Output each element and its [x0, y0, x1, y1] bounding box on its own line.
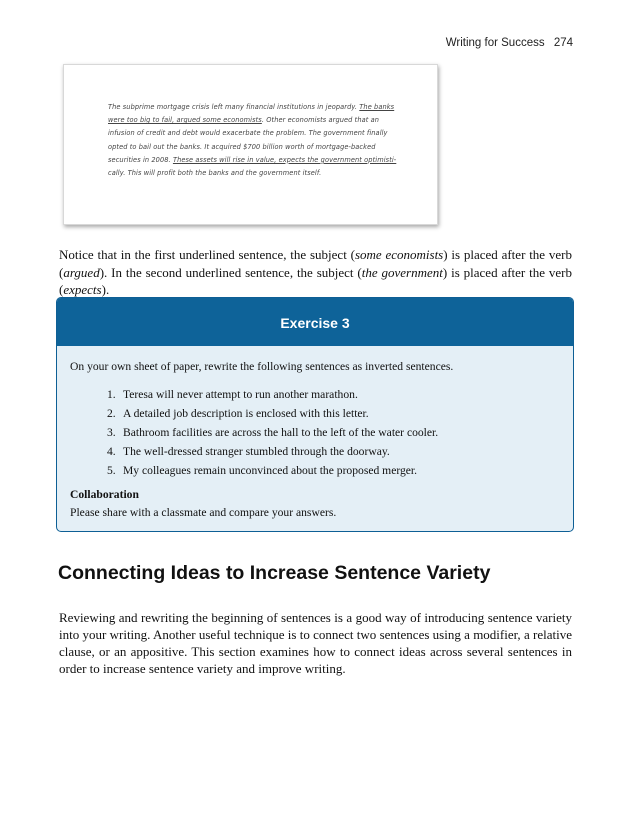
paragraph-text: ) is placed after the verb (	[59, 264, 572, 297]
handwritten-line	[108, 101, 398, 114]
emphasis-text: expects	[63, 282, 102, 297]
exercise-title: Exercise 3	[57, 298, 573, 346]
handwritten-line	[108, 127, 398, 140]
section-paragraph: Reviewing and rewriting the beginning of sentences is a good way of introducing sentence variety into your writing. Another useful technique is to connect two sentences using a modifier, a relative clause, or an appositive. This section examines how to connect ideas across several sentences in order to increase sentence variety and improve writing.	[59, 610, 572, 676]
emphasis-text: some economists	[354, 247, 444, 262]
list-item	[107, 423, 560, 442]
exercise-box	[56, 297, 574, 532]
collaboration-text: Please share with a classmate and compare your answers.	[70, 506, 337, 519]
paragraph-text: ). In the second underlined sentence, the subject (	[99, 264, 362, 280]
section-heading: Connecting Ideas to Increase Sentence Variety	[58, 562, 491, 584]
paragraph-text: Notice that in the first underlined sentence, the subject (	[59, 247, 355, 262]
line-text: . This will profit both the banks and the government itself.	[123, 169, 322, 178]
page-number: 274	[553, 37, 573, 49]
item-text: My colleagues remain unconvinced about the proposed merger.	[123, 464, 418, 477]
item-text: Teresa will never attempt to run another marathon.	[123, 388, 358, 401]
item-number: 3.	[107, 426, 116, 439]
exercise-body	[57, 346, 573, 523]
underlined-text: These assets will rise in value, expects the government optimisti-	[172, 155, 397, 164]
list-item	[107, 404, 560, 423]
paragraph-text: ) is placed after the verb (	[59, 247, 572, 280]
line-text: The subprime mortgage crisis left many financial institutions in jeopardy.	[108, 103, 360, 111]
list-item	[107, 461, 560, 480]
line-text: cally	[108, 169, 124, 178]
line-text: securities in 2008.	[108, 155, 173, 164]
item-text: A detailed job description is enclosed with this letter.	[123, 407, 369, 420]
exercise-intro: On your own sheet of paper, rewrite the following sentences as inverted sentences.	[70, 360, 454, 373]
line-text: . Other economists argued that an	[261, 116, 380, 125]
item-number: 2.	[107, 407, 116, 420]
list-item	[107, 385, 560, 404]
emphasis-text: the government	[361, 264, 443, 280]
paragraph-text: ).	[101, 282, 110, 297]
list-item	[107, 442, 560, 461]
underlined-text: were too big to fail, argued some economists	[108, 116, 262, 125]
line-text: infusion of credit and debt would exacerbate the problem. The government finally	[108, 129, 388, 138]
handwritten-line	[108, 114, 398, 127]
handwritten-sample-figure	[63, 64, 438, 225]
exercise-list	[70, 385, 560, 480]
emphasis-text: argued	[63, 264, 100, 280]
explanation-paragraph	[59, 246, 572, 299]
handwritten-line	[108, 141, 398, 154]
item-number: 5.	[107, 464, 116, 477]
item-text: Bathroom facilities are across the hall to the left of the water cooler.	[123, 426, 439, 439]
line-text: opted to bail out the banks. It acquired $700 billion worth of mortgage-backed	[108, 142, 376, 151]
item-text: The well-dressed stranger stumbled through the doorway.	[123, 445, 390, 458]
handwritten-line	[108, 154, 398, 167]
running-header	[440, 37, 573, 49]
header-title: Writing for Success	[445, 37, 545, 49]
item-number: 1.	[107, 388, 116, 401]
item-number: 4.	[107, 445, 116, 458]
collaboration-heading: Collaboration	[70, 488, 139, 501]
underlined-text: The banks	[359, 103, 395, 111]
handwritten-line	[108, 167, 398, 180]
handwritten-text	[108, 101, 398, 180]
